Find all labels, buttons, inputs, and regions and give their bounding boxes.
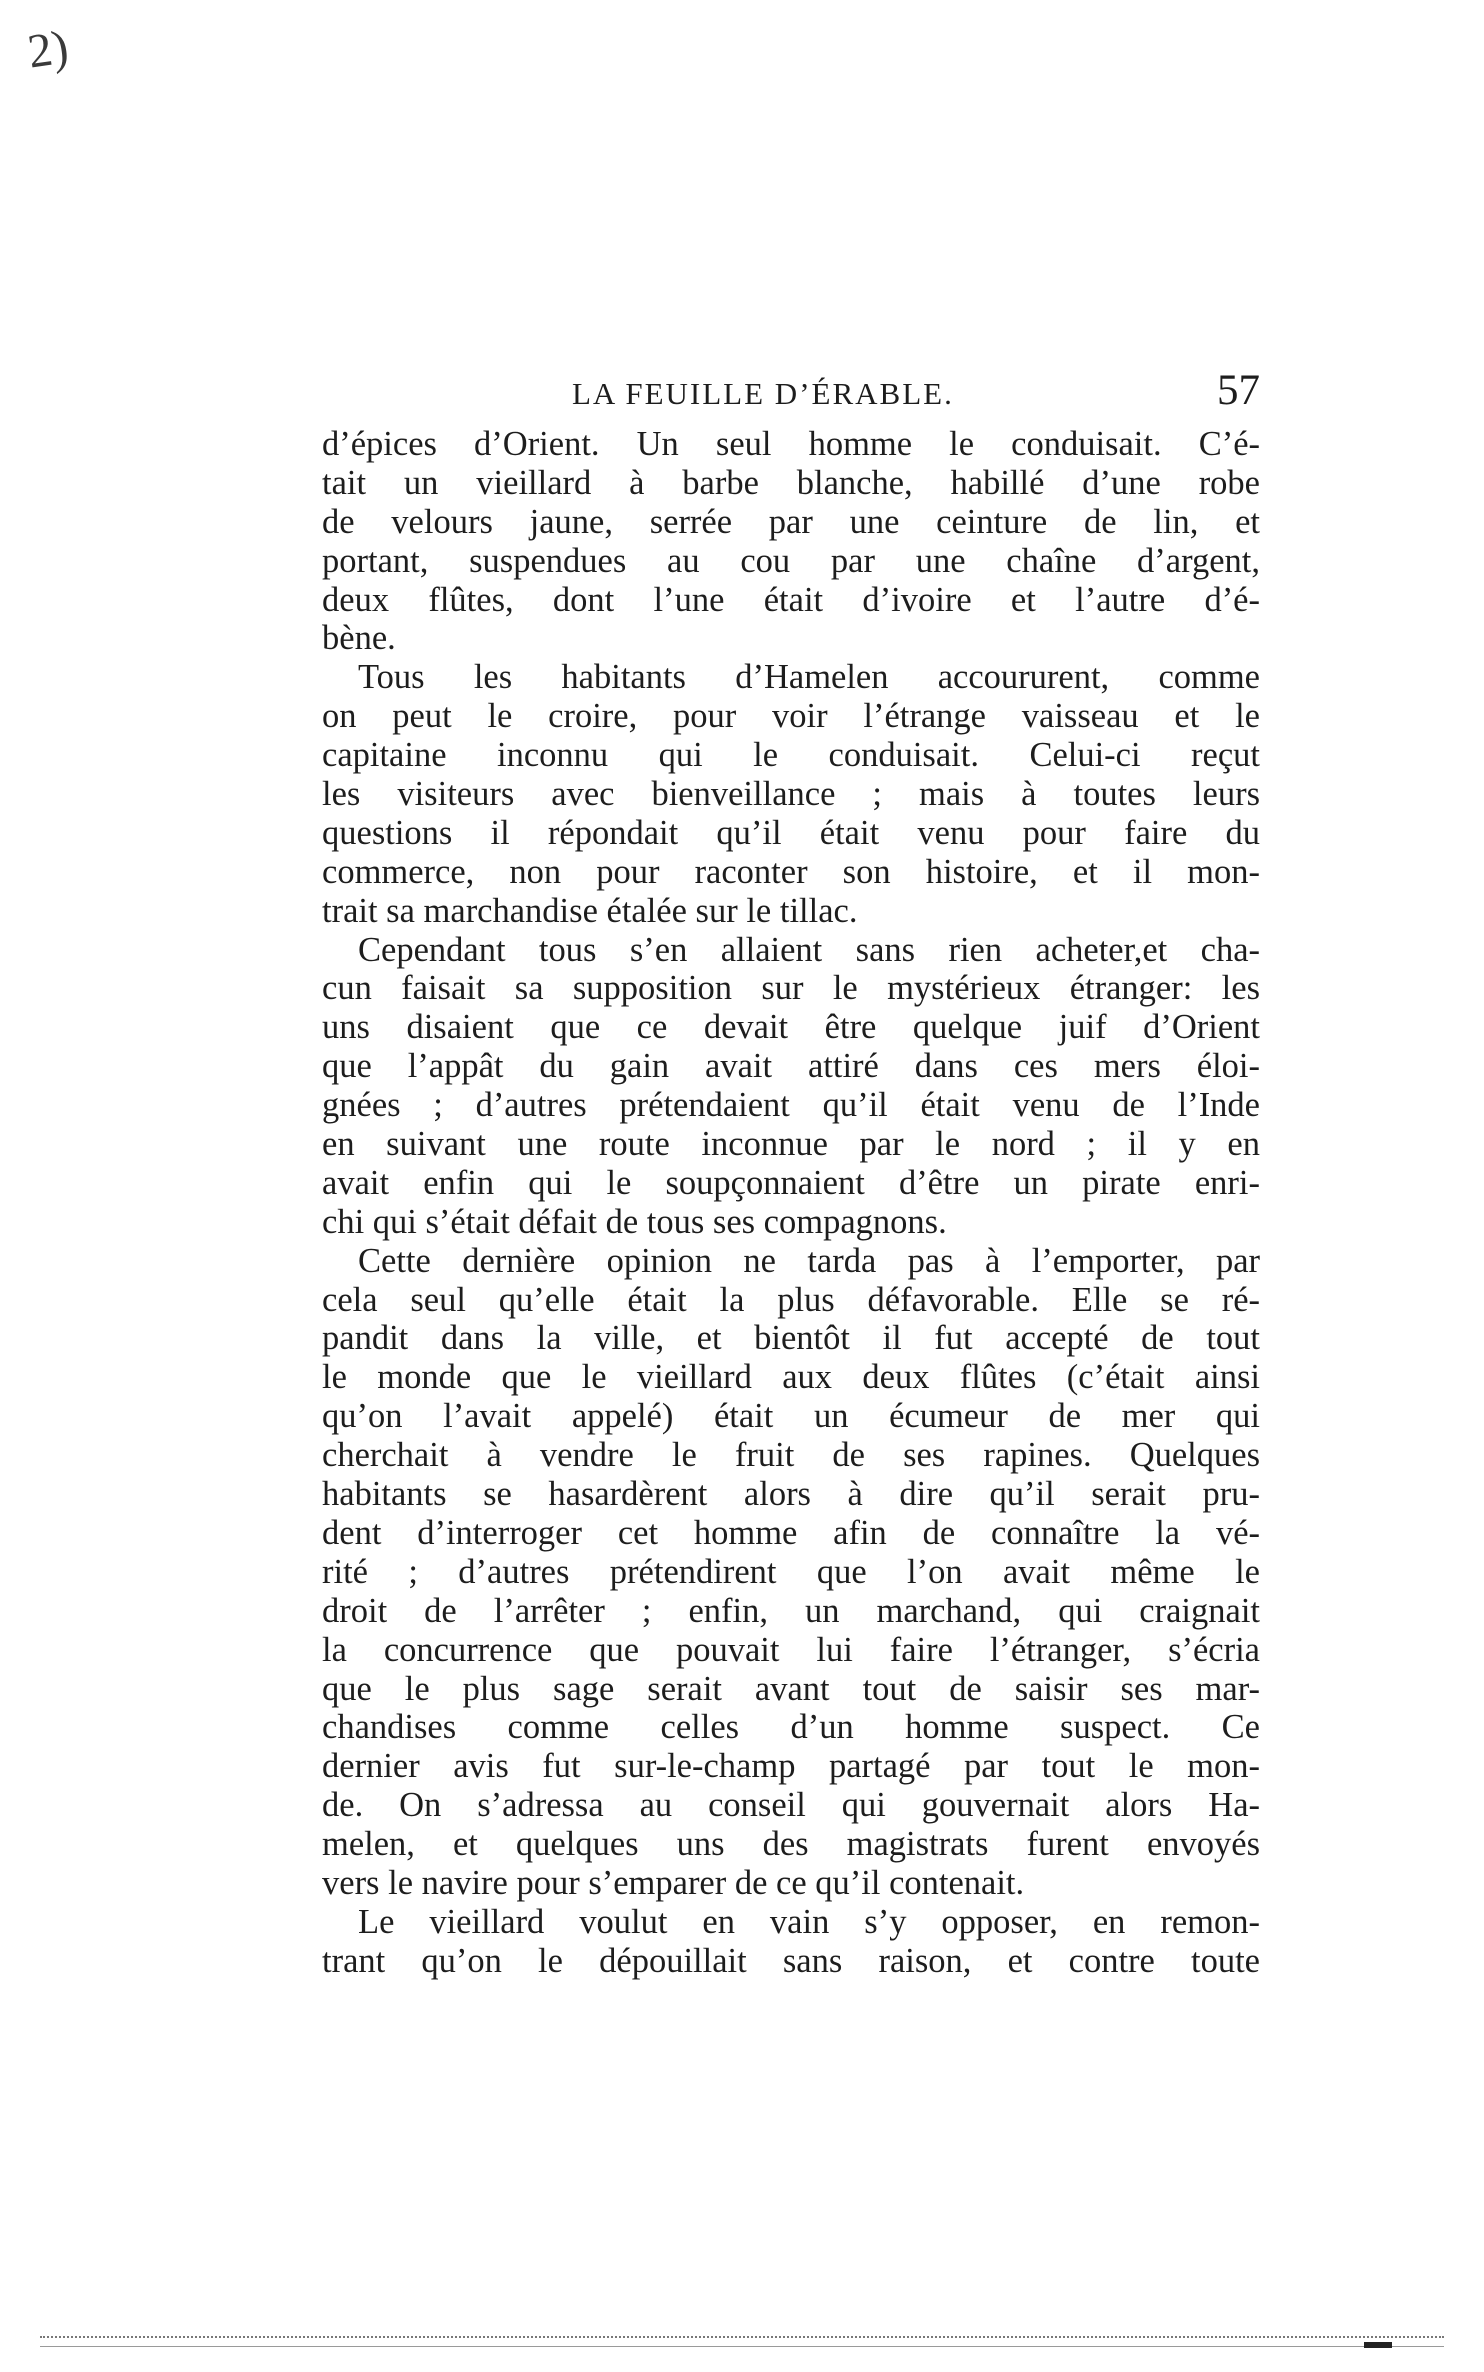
text-line: la concurrence que pouvait lui faire l’étranger, s’écria — [322, 1630, 1260, 1669]
text-line: cela seul qu’elle était la plus défavorable. Elle se ré- — [322, 1280, 1260, 1319]
text-line: melen, et quelques uns des magistrats furent envoyés — [322, 1825, 1260, 1864]
text-line: gnées ; d’autres prétendaient qu’il était venu de l’Inde — [322, 1086, 1260, 1125]
text-line: deux flûtes, dont l’une était d’ivoire et l’autre d’é- — [322, 580, 1260, 619]
text-line: questions il répondait qu’il était venu pour faire du — [322, 813, 1260, 852]
text-line: uns disaient que ce devait être quelque juif d’Orient — [322, 1008, 1260, 1047]
text-line: Cependant tous s’en allaient sans rien acheter,et cha- — [358, 930, 1260, 969]
text-line: d’épices d’Orient. Un seul homme le conduisait. C’é- — [322, 425, 1260, 463]
text-line: Le vieillard voulut en vain s’y opposer, en remon- — [358, 1902, 1260, 1941]
scan-bottom-edge — [40, 2336, 1444, 2338]
scan-bottom-edge-line — [40, 2346, 1444, 2347]
text-line: capitaine inconnu qui le conduisait. Celui-ci reçut — [322, 736, 1260, 775]
text-line: Cette dernière opinion ne tarda pas à l’emporter, par — [358, 1241, 1260, 1280]
text-line: tait un vieillard à barbe blanche, habillé d’une robe — [322, 463, 1260, 502]
text-line: bène. — [322, 619, 396, 658]
text-line: dent d’interroger cet homme afin de connaître la vé- — [322, 1513, 1260, 1552]
text-line: que l’appât du gain avait attiré dans ces mers éloi- — [322, 1047, 1260, 1086]
text-line: que le plus sage serait avant tout de saisir ses mar- — [322, 1669, 1260, 1708]
text-line: cherchait à vendre le fruit de ses rapines. Quelques — [322, 1436, 1260, 1475]
text-line: trait sa marchandise étalée sur le tillac. — [322, 891, 858, 930]
text-line: les visiteurs avec bienveillance ; mais à toutes leurs — [322, 775, 1260, 814]
text-line: trant qu’on le dépouillait sans raison, et contre toute — [322, 1941, 1260, 1980]
page-header — [322, 360, 1260, 430]
text-line: de velours jaune, serrée par une ceinture de lin, et — [322, 502, 1260, 541]
text-line: avait enfin qui le soupçonnaient d’être un pirate enri- — [322, 1163, 1260, 1202]
text-line: vers le navire pour s’emparer de ce qu’il contenait. — [322, 1863, 1025, 1902]
text-line: chi qui s’était défait de tous ses compagnons. — [322, 1202, 947, 1241]
text-line: on peut le croire, pour voir l’étrange vaisseau et le — [322, 697, 1260, 736]
text-line: qu’on l’avait appelé) était un écumeur de mer qui — [322, 1397, 1260, 1436]
text-line: le monde que le vieillard aux deux flûtes (c’était ainsi — [322, 1358, 1260, 1397]
text-line: rité ; d’autres prétendirent que l’on avait même le — [322, 1552, 1260, 1591]
text-line: Tous les habitants d’Hamelen accoururent, comme — [358, 658, 1260, 697]
text-line: en suivant une route inconnue par le nord ; il y en — [322, 1125, 1260, 1164]
scan-corner-mark: 2) — [24, 20, 72, 79]
body-text — [322, 425, 1260, 1981]
scan-speck — [1364, 2342, 1392, 2348]
running-title: LA FEUILLE D’ÉRABLE. — [572, 376, 954, 411]
text-line: commerce, non pour raconter son histoire, et il mon- — [322, 852, 1260, 891]
text-line: pandit dans la ville, et bientôt il fut accepté de tout — [322, 1319, 1260, 1358]
text-line: droit de l’arrêter ; enfin, un marchand, qui craignait — [322, 1591, 1260, 1630]
text-line: de. On s’adressa au conseil qui gouvernait alors Ha- — [322, 1786, 1260, 1825]
page-number: 57 — [1217, 367, 1260, 414]
text-line: portant, suspendues au cou par une chaîne d’argent, — [322, 541, 1260, 580]
text-line: chandises comme celles d’un homme suspect. Ce — [322, 1708, 1260, 1747]
text-line: cun faisait sa supposition sur le mystérieux étranger: les — [322, 969, 1260, 1008]
text-line: dernier avis fut sur-le-champ partagé par tout le mon- — [322, 1747, 1260, 1786]
text-line: habitants se hasardèrent alors à dire qu’il serait pru- — [322, 1475, 1260, 1514]
